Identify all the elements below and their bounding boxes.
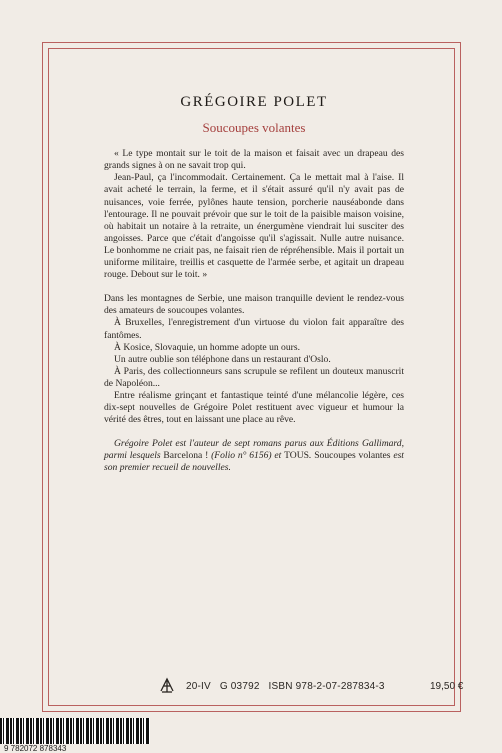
author-bio: Grégoire Polet est l'auteur de sept romans parus aux Éditions Gallimard, parmi lesquels Barcelona ! (Folio n° 6156) et TOUS. Soucoupes volantes est son premier recueil de nouvelles. (104, 438, 404, 474)
excerpt-paragraph: « Le type montait sur le toit de la maison et faisait avec un drapeau des grands signes à on ne savait trop qui. (104, 148, 404, 172)
author-name: GRÉGOIRE POLET (180, 94, 328, 110)
reference-number: G 03792 (219, 681, 260, 692)
barcode-digits: 9 782072 878343 (0, 744, 150, 753)
summary-paragraph: Un autre oublie son téléphone dans un restaurant d'Oslo. (114, 353, 331, 365)
back-cover-text (104, 84, 404, 475)
publisher-logo-icon (158, 676, 176, 694)
isbn-row (186, 681, 385, 692)
summary-paragraph: Entre réalisme grinçant et fantastique teinté d'une mélancolie légère, ces dix-sept nouvelles de Grégoire Polet restituent avec vigueur et humour la vérité des êtres, tout en laissant une place au rêve. (104, 389, 404, 426)
code-number: 20-IV (186, 681, 211, 692)
price: 19,50 € (430, 681, 464, 692)
summary-paragraph: À Bruxelles, l'enregistrement d'un virtuose du violon fait apparaître des fantômes. (104, 317, 404, 341)
summary-paragraph: À Paris, des collectionneurs sans scrupule se refilent un douteux manuscrit de Napoléon... (104, 365, 404, 389)
excerpt-paragraph: Jean-Paul, ça l'incommodait. Certainement. Ça le mettait mal à l'aise. Il avait acheté le terrain, la ferme, et il s'était assuré qu'il n'y avait pas de nuisances, voie ferrée, pylônes haute tension, porcherie nauséabonde dans l'entourage. Il ne pouvait prévoir que sur le toit de la paisible maison voisine, où habitait un notaire à la retraite, un énergumène viendrait lui susciter des angoisses. Parce que c'était d'angoisse qu'il s'agissait. Nulle autre nuisance. Le bonhomme ne criait pas, ne faisait rien de répréhensible. Mais il portait un uniforme militaire, treillis et casquette de l'armée serbe, et agitait un drapeau rouge. Debout sur le toit. » (104, 172, 404, 281)
summary-paragraph: Dans les montagnes de Serbie, une maison tranquille devient le rendez-vous des amateurs de soucoupes volantes. (104, 293, 404, 317)
isbn-number: ISBN 978-2-07-287834-3 (268, 681, 385, 692)
book-title: Soucoupes volantes (202, 120, 306, 136)
summary-paragraph: À Kosice, Slovaquie, un homme adopte un ours. (114, 341, 300, 353)
